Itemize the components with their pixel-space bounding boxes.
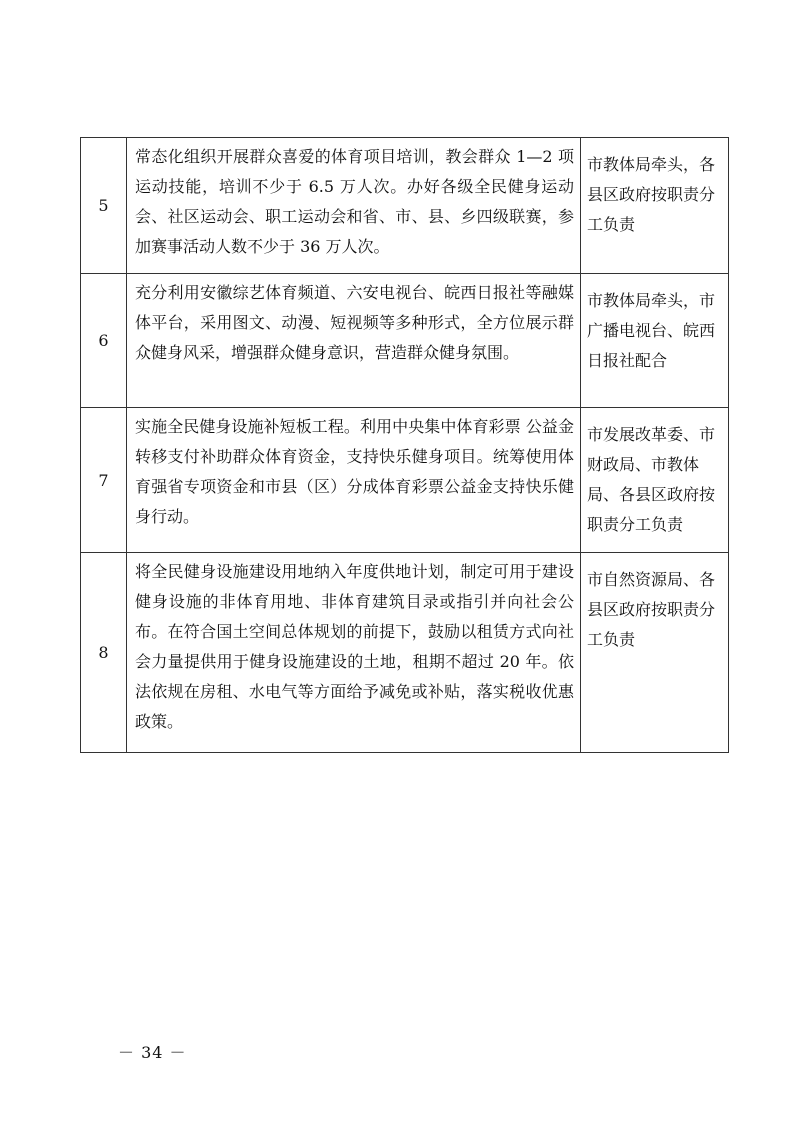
- responsible-units: 市自然资源局、各县区政府按职责分工负责: [581, 553, 729, 753]
- page-number: － 34 －: [118, 1043, 187, 1062]
- responsible-units: 市教体局牵头，市广播电视台、皖西日报社配合: [581, 274, 729, 408]
- table-row: [81, 138, 729, 274]
- row-number: 8: [81, 553, 127, 753]
- table-row: [81, 274, 729, 408]
- table-row: [81, 553, 729, 753]
- task-description: 实施全民健身设施补短板工程。利用中央集中体育彩票 公益金转移支付补助群众体育资金，支持快乐健身项目。统筹使用体育强省专项资金和市县（区）分成体育彩票公益金支持快乐健身行动。: [127, 408, 581, 553]
- table-row: [81, 408, 729, 553]
- row-number: 5: [81, 138, 127, 274]
- responsible-units: 市教体局牵头，各县区政府按职责分工负责: [581, 138, 729, 274]
- task-description: 充分利用安徽综艺体育频道、六安电视台、皖西日报社等融媒体平台，采用图文、动漫、短视频等多种形式，全方位展示群众健身风采，增强群众健身意识，营造群众健身氛围。: [127, 274, 581, 408]
- task-table: [80, 137, 729, 753]
- responsible-units: 市发展改革委、市财政局、市教体局、各县区政府按职责分工负责: [581, 408, 729, 553]
- task-description: 将全民健身设施建设用地纳入年度供地计划，制定可用于建设健身设施的非体育用地、非体育建筑目录或指引并向社会公布。在符合国土空间总体规划的前提下，鼓励以租赁方式向社会力量提供用于健身设施建设的土地，租期不超过 20 年。依法依规在房租、水电气等方面给予减免或补贴，落实税收优惠政策。: [127, 553, 581, 753]
- task-description: 常态化组织开展群众喜爱的体育项目培训，教会群众 1—2 项运动技能，培训不少于 6.5 万人次。办好各级全民健身运动会、社区运动会、职工运动会和省、市、县、乡四级联赛，参加赛事活动人数不少于 36 万人次。: [127, 138, 581, 274]
- row-number: 7: [81, 408, 127, 553]
- row-number: 6: [81, 274, 127, 408]
